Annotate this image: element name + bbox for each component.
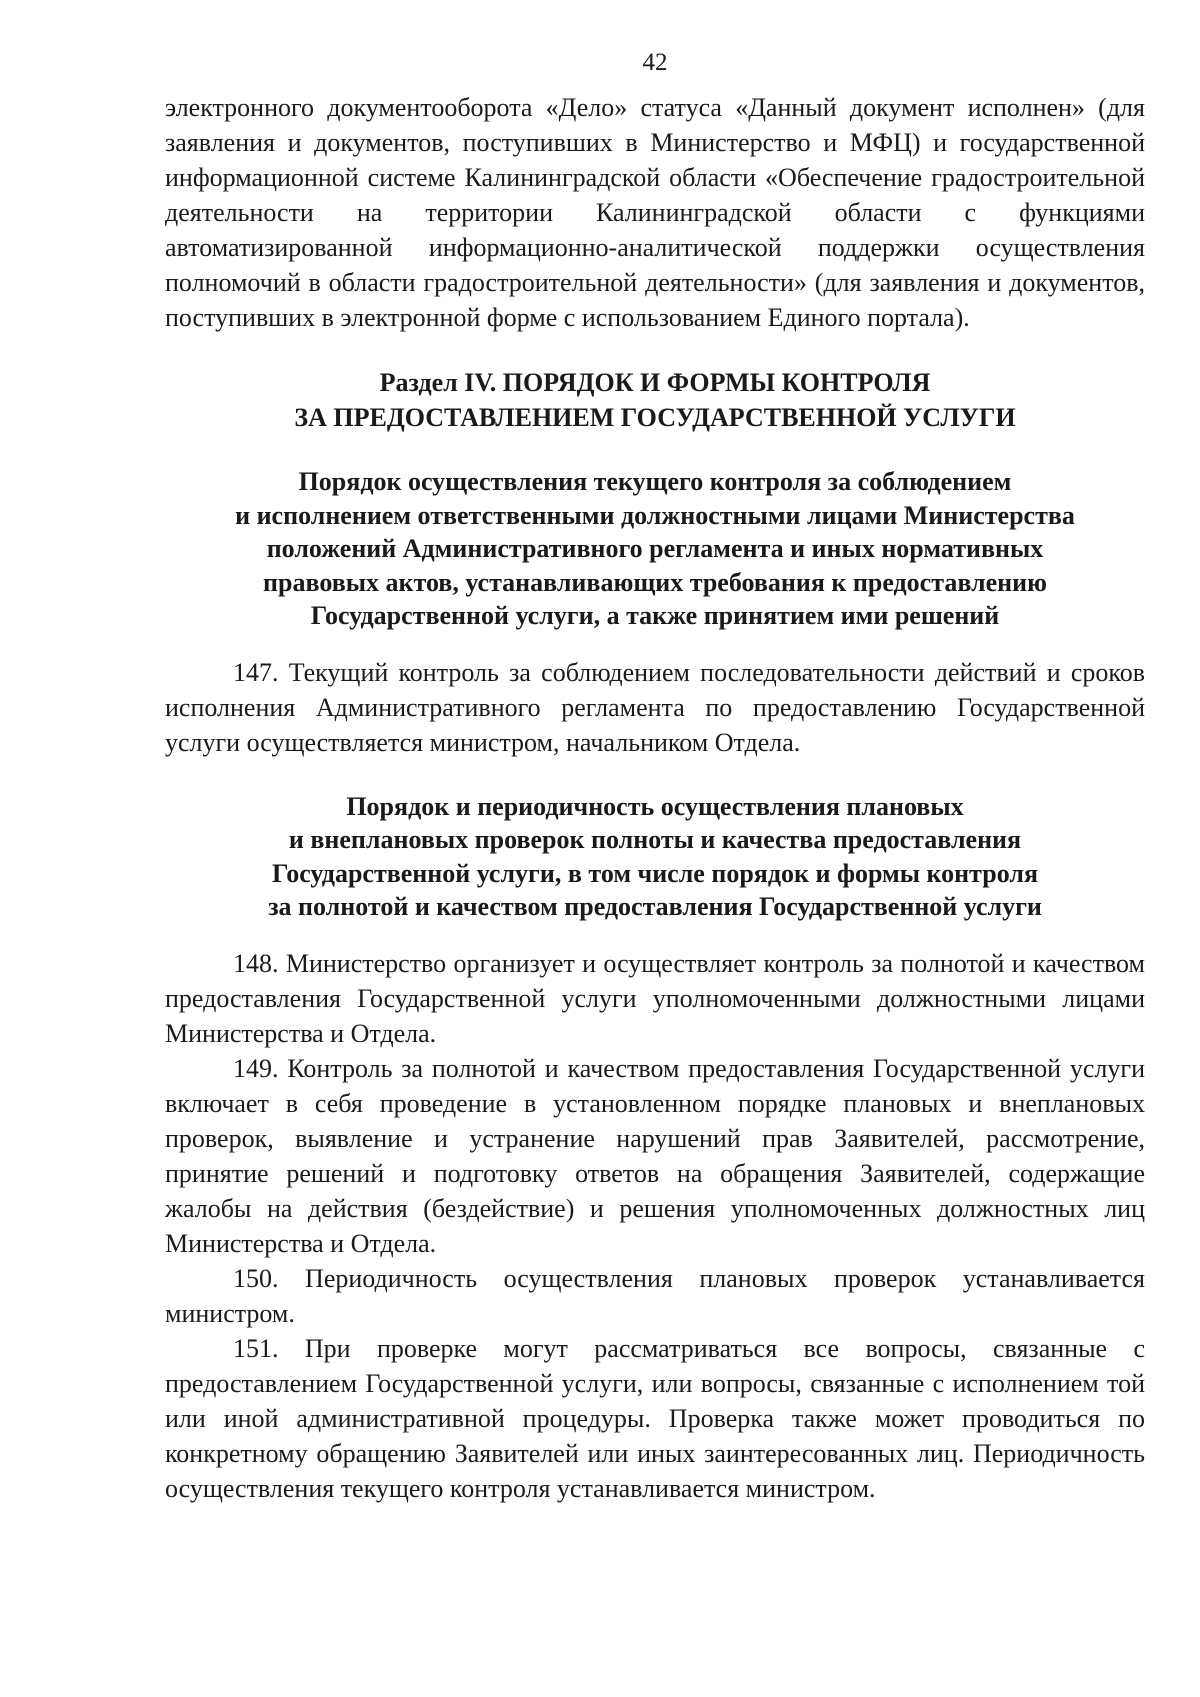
subheading-line: Порядок осуществления текущего контроля за соблюдением <box>298 467 1012 496</box>
section-title <box>165 365 1145 435</box>
paragraph-149: 149. Контроль за полнотой и качеством предоставления Государственной услуги включает в себя проведение в установленном порядке плановых и внеплановых проверок, выявление и устранение нарушений прав Заявителей, рассмотрение, принятие решений и подготовку ответов на обращения Заявителей, содержащие жалобы на действия (бездействие) и решения уполномоченных должностных лиц Министерства и Отдела. <box>165 1053 1145 1258</box>
subheading-line: положений Административного регламента и иных нормативных <box>266 534 1044 563</box>
subheading-inspections <box>165 790 1145 924</box>
intro-paragraph: электронного документооборота «Дело» статуса «Данный документ исполнен» (для заявления и документов, поступивших в Министерство и МФЦ) и государственной информационной системе Калининградской области «Обеспечение градостроительной деятельности на территории Калининградской области с функциями автоматизированной информационно-аналитической поддержки осуществления полномочий в области градостроительной деятельности» (для заявления и документов, поступивших в электронной форме с использованием Единого портала). <box>165 93 1145 332</box>
section-title-line: Раздел IV. ПОРЯДОК И ФОРМЫ КОНТРОЛЯ <box>379 368 931 397</box>
subheading-current-control <box>165 465 1145 633</box>
subheading-line: Государственной услуги, а также принятием ими решений <box>310 601 1000 630</box>
section-title-line: ЗА ПРЕДОСТАВЛЕНИЕМ ГОСУДАРСТВЕННОЙ УСЛУГИ <box>294 403 1016 432</box>
document-page <box>165 48 1145 1506</box>
subheading-line: и внеплановых проверок полноты и качества предоставления <box>288 825 1022 854</box>
subheading-line: за полнотой и качеством предоставления Государственной услуги <box>268 892 1042 921</box>
page-number: 42 <box>642 49 668 76</box>
subheading-line: правовых актов, устанавливающих требования к предоставлению <box>263 567 1047 597</box>
paragraph-150: 150. Периодичность осуществления плановых проверок устанавливается министром. <box>165 1263 1145 1328</box>
subheading-line: Государственной услуги, в том числе порядок и формы контроля <box>271 858 1039 888</box>
paragraph-148: 148. Министерство организует и осуществляет контроль за полнотой и качеством предоставления Государственной услуги уполномоченными должностными лицами Министерства и Отдела. <box>165 948 1145 1048</box>
paragraph-151: 151. При проверке могут рассматриваться все вопросы, связанные с предоставлением Государственной услуги, или вопросы, связанные с исполнением той или иной административной процедуры. Проверка также может проводиться по конкретному обращению Заявителей или иных заинтересованных лиц. Периодичность осуществления текущего контроля устанавливается министром. <box>165 1333 1145 1503</box>
paragraph-147: 147. Текущий контроль за соблюдением последовательности действий и сроков исполнения Административного регламента по предоставлению Государственной услуги осуществляется министром, начальником Отдела. <box>165 657 1145 757</box>
subheading-line: и исполнением ответственными должностными лицами Министерства <box>235 500 1075 530</box>
subheading-line: Порядок и периодичность осуществления плановых <box>346 791 964 821</box>
